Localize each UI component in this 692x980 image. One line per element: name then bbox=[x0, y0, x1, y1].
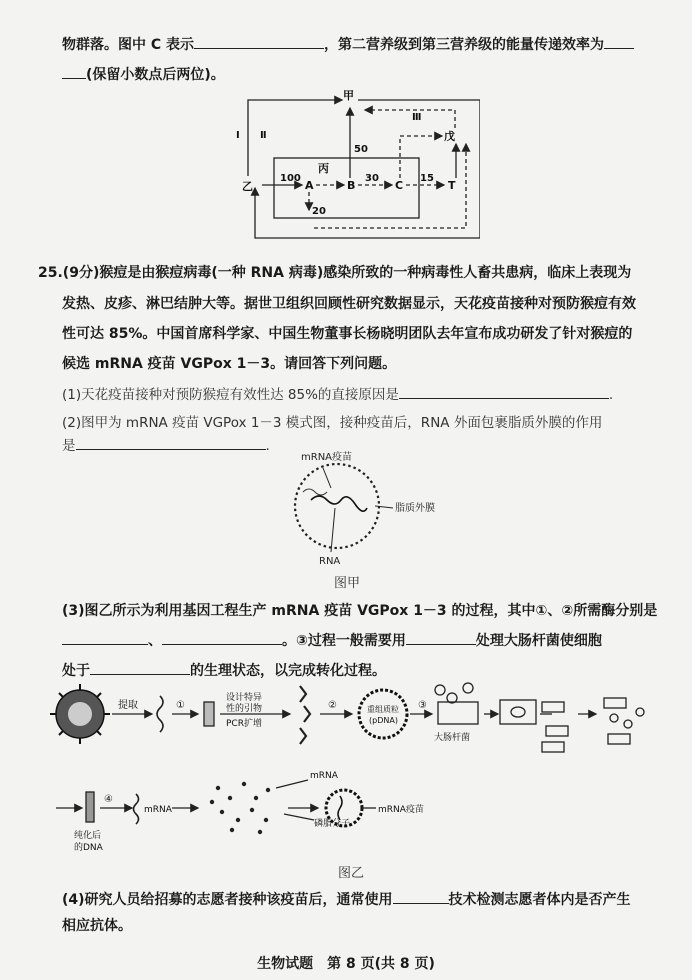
label-lipid-molecule: 磷脂分子 bbox=[314, 819, 351, 829]
energy-flow-diagram bbox=[230, 88, 480, 250]
q25-sub-3c: 处于 的生理状态，以完成转化过程。 bbox=[62, 663, 386, 679]
value-20: 20 bbox=[312, 206, 326, 217]
figure-a-mrna-vaccine bbox=[275, 448, 455, 588]
q25-para-1: 25.(9分)猴痘是由猴痘病毒(一种 RNA 病毒)感染所致的一种病毒性人畜共患病，临床上表现为 bbox=[38, 265, 632, 281]
answer-blank[interactable] bbox=[62, 632, 148, 645]
label-step-4: ④ bbox=[104, 794, 113, 805]
label-lipid-membrane: 脂质外膜 bbox=[395, 503, 435, 514]
figure-b-caption: 图乙 bbox=[338, 866, 365, 881]
node-wu: 戊 bbox=[444, 130, 455, 143]
node-yi: 乙 bbox=[242, 180, 253, 193]
value-50: 50 bbox=[354, 144, 368, 155]
figure-b-production-process bbox=[48, 680, 668, 855]
node-t: T bbox=[448, 179, 456, 192]
label-mrna-vaccine: mRNA疫苗 bbox=[301, 452, 353, 463]
q25-para-2: 发热、皮疹、淋巴结肿大等。据世卫组织回顾性研究数据显示，天花疫苗接种对预防猴痘有效 bbox=[62, 296, 636, 312]
route-3: Ⅲ bbox=[412, 112, 422, 123]
q25-sub-3b: 、 。③过程一般需要用 处理大肠杆菌使细胞 bbox=[62, 630, 602, 650]
q25-sub-1: (1)天花疫苗接种对预防猴痘有效性达 85%的直接原因是 . bbox=[62, 387, 614, 403]
label-primer-1: 设计特异 bbox=[226, 693, 263, 703]
value-30: 30 bbox=[365, 173, 379, 184]
q25-sub-4c: 相应抗体。 bbox=[62, 918, 132, 934]
label-step-2: ② bbox=[328, 700, 337, 711]
node-c: C bbox=[395, 179, 404, 192]
q24-line-2: (保留小数点后两位)。 bbox=[62, 64, 225, 84]
answer-blank[interactable] bbox=[393, 891, 449, 904]
route-2: Ⅱ bbox=[260, 130, 267, 141]
value-15: 15 bbox=[420, 173, 434, 184]
label-plasmid-2: (pDNA) bbox=[369, 716, 398, 725]
label-plasmid-1: 重组质粒 bbox=[367, 705, 399, 714]
label-mrna-arrow: mRNA bbox=[144, 805, 172, 815]
answer-blank[interactable] bbox=[162, 632, 282, 645]
node-jia: 甲 bbox=[343, 89, 354, 102]
answer-blank[interactable] bbox=[399, 386, 609, 399]
route-1: Ⅰ bbox=[236, 130, 240, 141]
answer-blank[interactable] bbox=[62, 66, 86, 79]
node-a: A bbox=[305, 179, 314, 192]
answer-blank[interactable] bbox=[90, 662, 190, 675]
label-extract: 提取 bbox=[118, 700, 138, 711]
label-ecoli: 大肠杆菌 bbox=[434, 733, 471, 743]
label-pcr: PCR扩增 bbox=[226, 719, 262, 729]
label-purified-1: 纯化后 bbox=[74, 831, 102, 841]
q25-sub-4: (4)研究人员给招募的志愿者接种该疫苗后，通常使用 技术检测志愿者体内是否产生 bbox=[62, 892, 631, 908]
answer-blank[interactable] bbox=[194, 36, 324, 49]
label-mrna: mRNA bbox=[310, 771, 338, 781]
page-footer: 生物试题 第 8 页(共 8 页) bbox=[257, 956, 435, 972]
label-rna: RNA bbox=[319, 556, 341, 567]
label-step-1: ① bbox=[176, 700, 185, 711]
q25-para-4: 候选 mRNA 疫苗 VGPox 1－3。请回答下列问题。 bbox=[62, 356, 397, 372]
answer-blank[interactable] bbox=[76, 437, 266, 450]
node-bing: 丙 bbox=[318, 162, 329, 175]
q25-sub-3a: (3)图乙所示为利用基因工程生产 mRNA 疫苗 VGPox 1－3 的过程，其中①、②所需酶分别是 bbox=[62, 603, 658, 619]
node-b: B bbox=[347, 179, 356, 192]
answer-blank[interactable] bbox=[406, 632, 476, 645]
label-step-3: ③ bbox=[418, 700, 427, 711]
label-primer-2: 性的引物 bbox=[226, 704, 263, 714]
q25-sub-2: (2)图甲为 mRNA 疫苗 VGPox 1－3 模式图，接种疫苗后，RNA 外面包裹脂质外膜的作用 bbox=[62, 415, 603, 431]
value-100: 100 bbox=[280, 173, 301, 184]
figure-a-caption: 图甲 bbox=[334, 576, 361, 591]
virus-icon bbox=[50, 684, 110, 744]
q24-line-1: 物群落。图中 C 表示 ，第二营养级到第三营养级的能量传递效率为 bbox=[62, 34, 634, 54]
answer-blank[interactable] bbox=[604, 36, 634, 49]
label-purified-2: 的DNA bbox=[74, 843, 103, 853]
q25-sub-2b: 是 . bbox=[62, 438, 270, 454]
label-mrna-vaccine-b: mRNA疫苗 bbox=[378, 805, 424, 815]
q25-para-3: 性可达 85%。中国首席科学家、中国生物董事长杨晓明团队去年宣布成功研发了针对猴痘的 bbox=[62, 326, 633, 342]
